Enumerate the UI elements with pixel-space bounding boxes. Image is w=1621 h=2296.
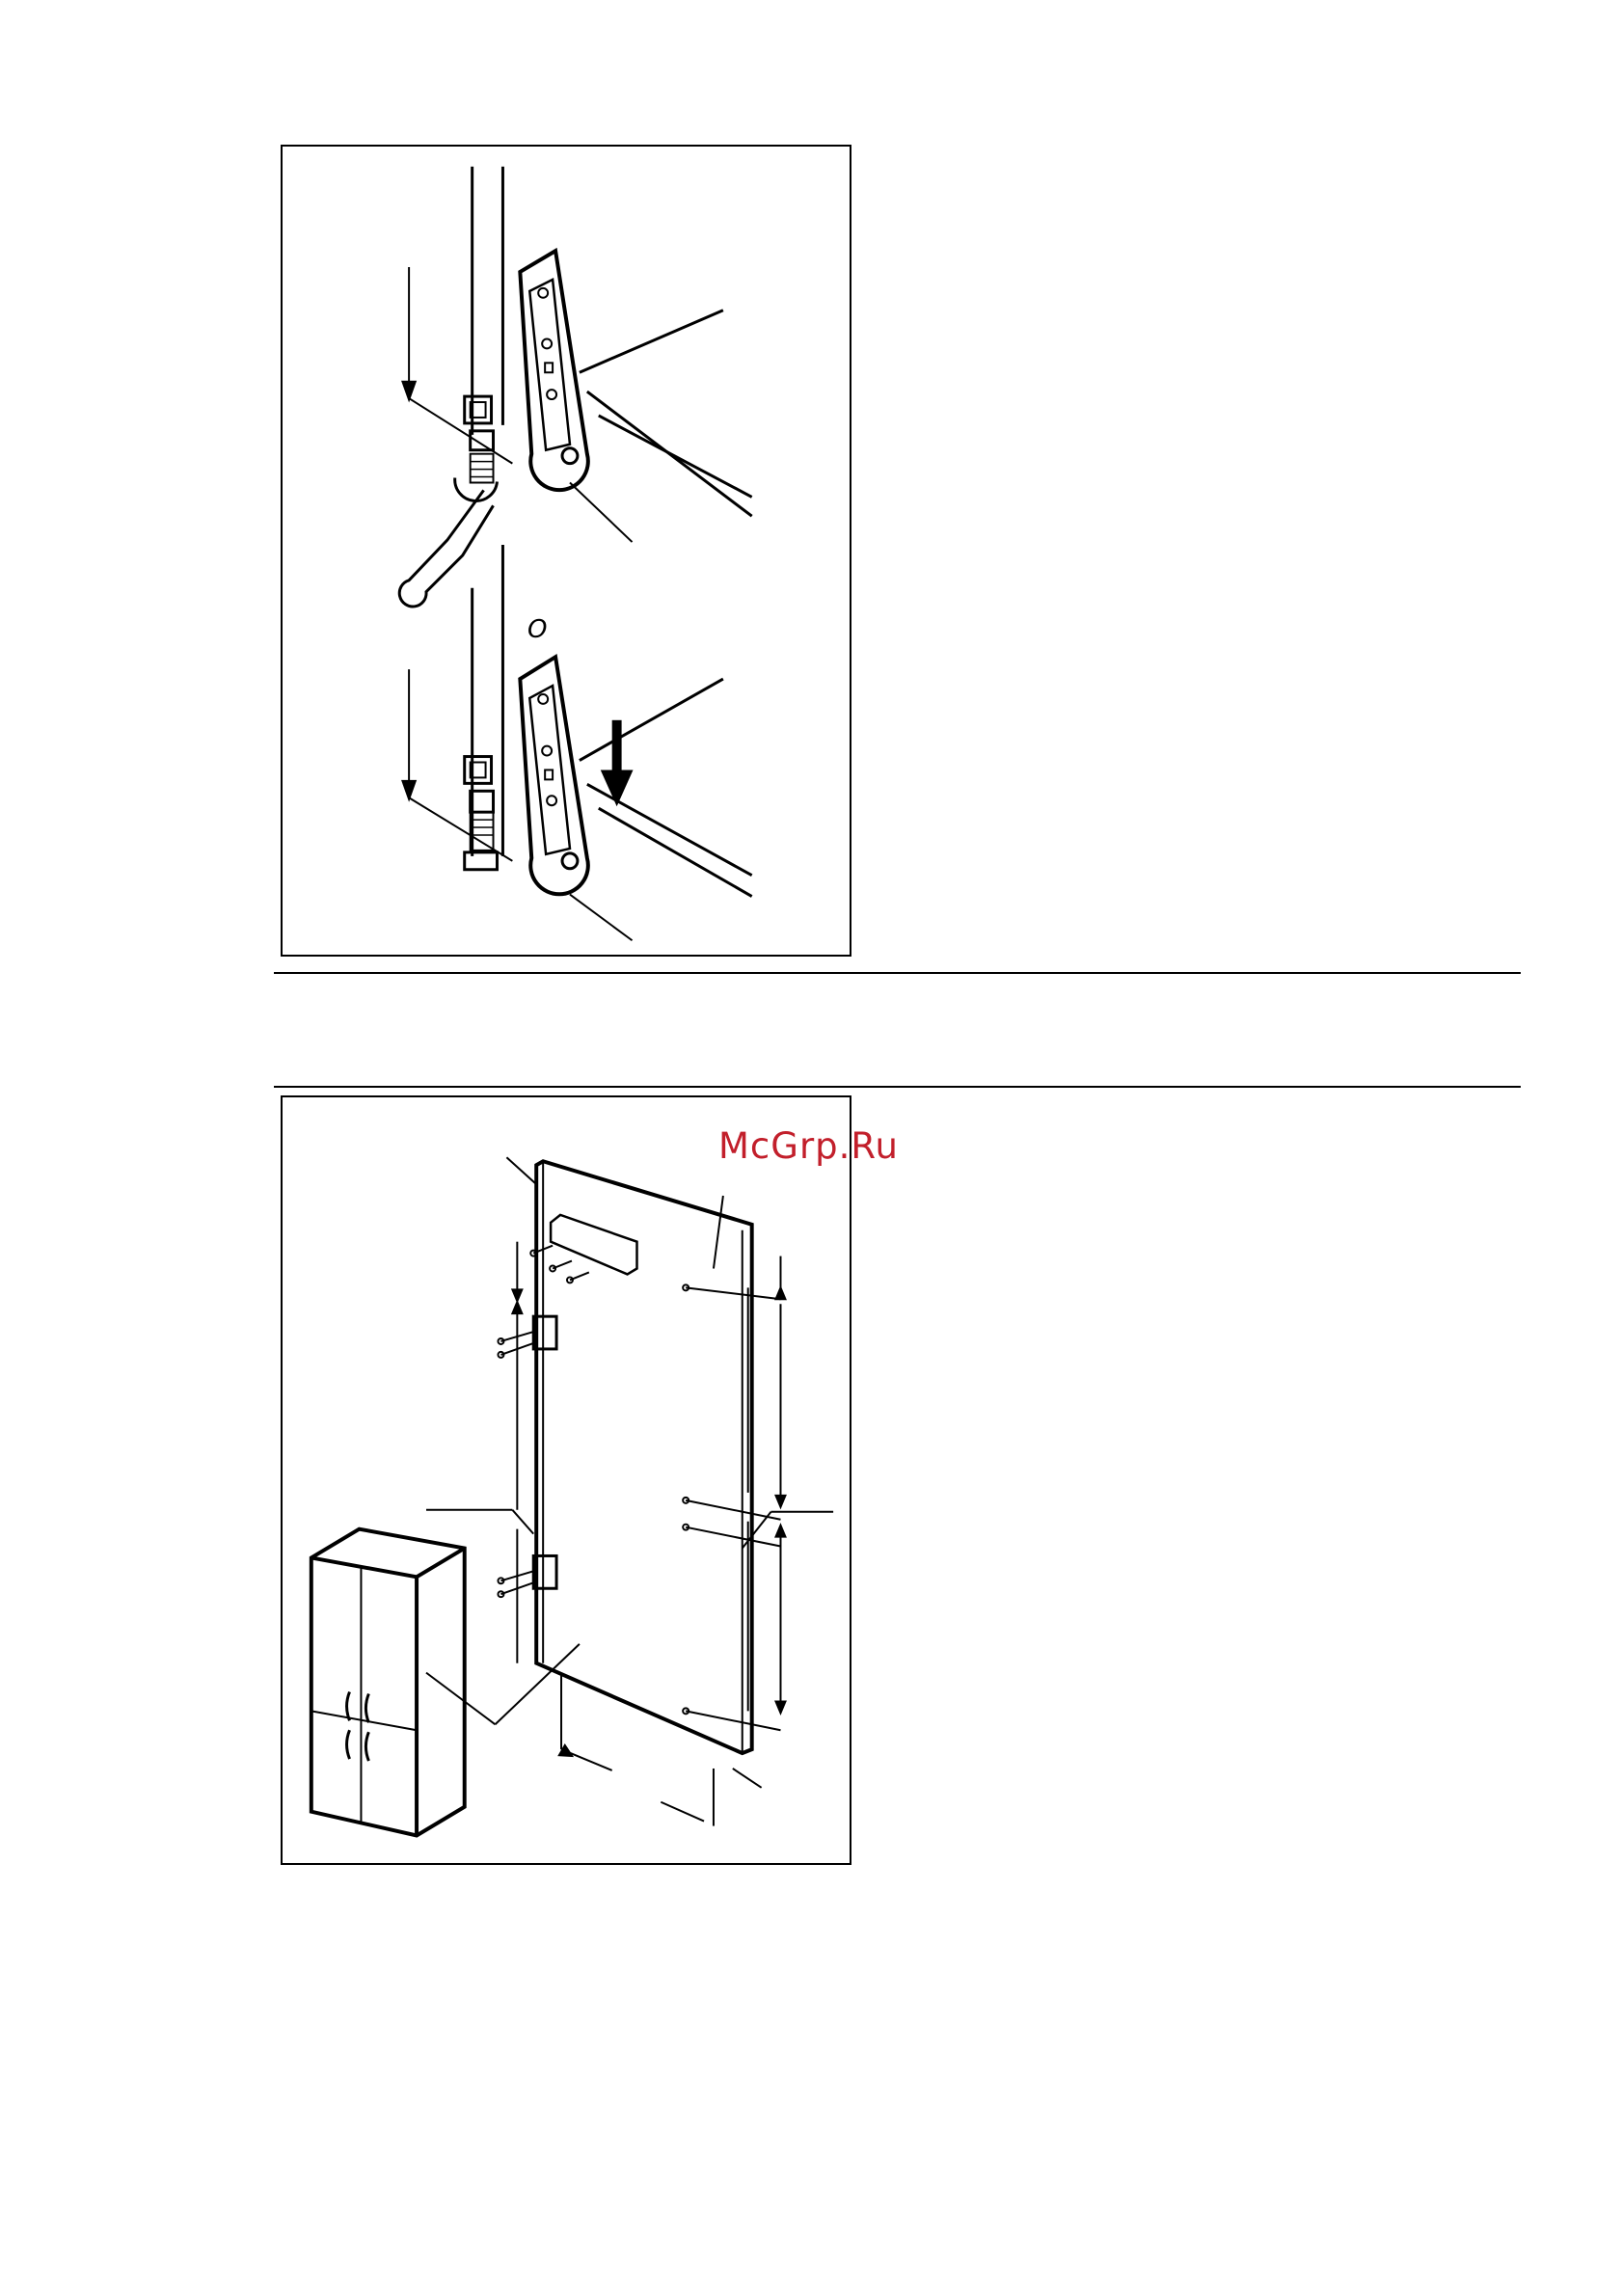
- foot-adjustment-illustration: [283, 147, 850, 955]
- section-divider: [274, 1086, 1521, 1088]
- cabinet-icon: [311, 1529, 465, 1836]
- figure-foot-adjustment: [281, 145, 851, 957]
- door-panel-illustration: [283, 1097, 850, 1863]
- figure1-marker-label: O: [527, 615, 548, 644]
- watermark-text: McGrp.Ru: [718, 1125, 899, 1167]
- section-divider: [274, 972, 1521, 974]
- figure-door-panel-mounting: [281, 1095, 851, 1865]
